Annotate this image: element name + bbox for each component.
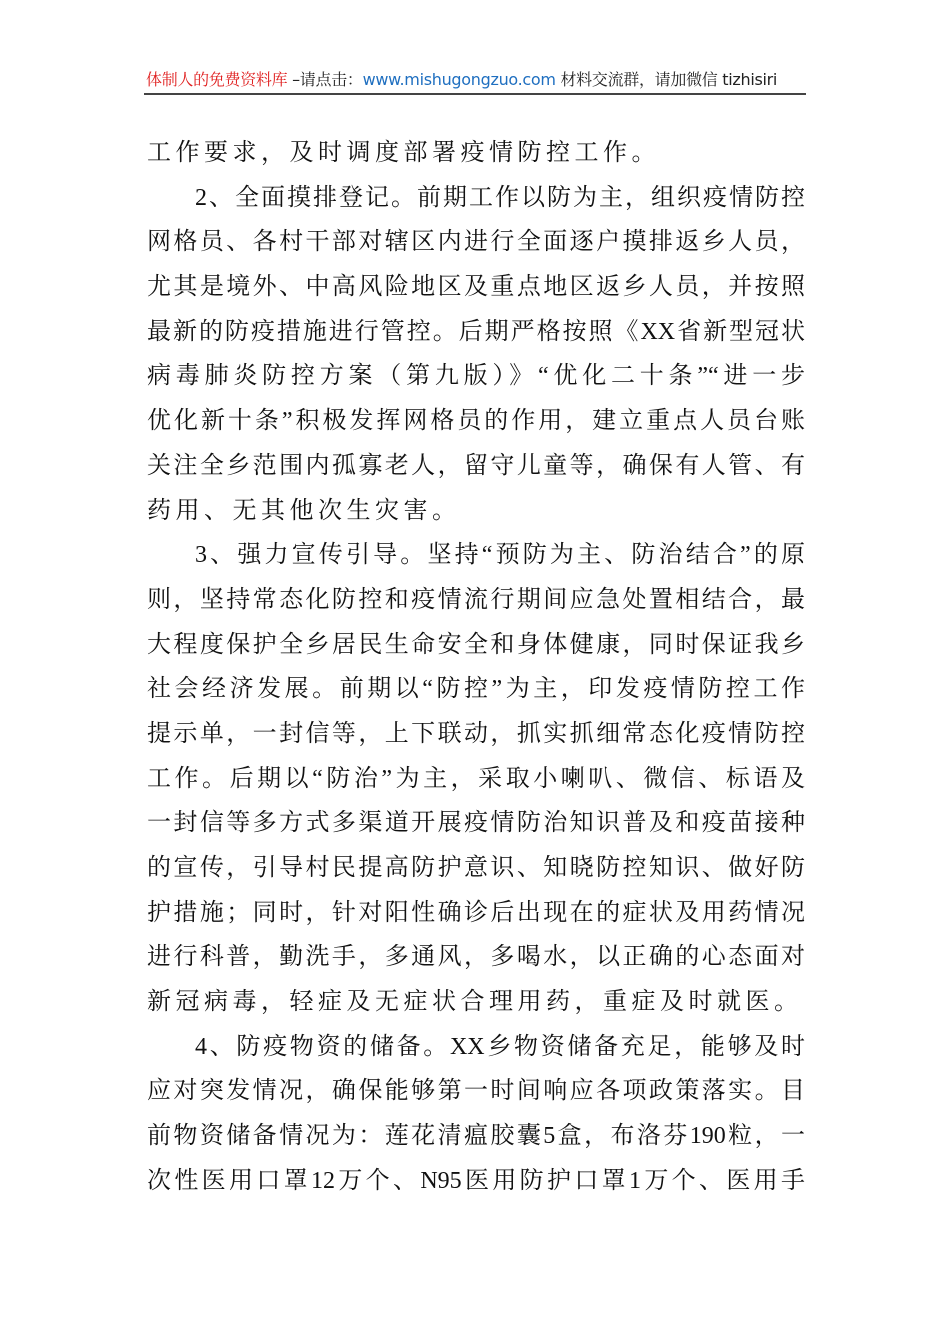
text-line: 则，坚持常态化防控和疫情流行期间应急处置相结合，最: [147, 586, 805, 613]
text-line: 新冠病毒，轻症及无症状合理用药，重症及时就医。: [147, 989, 803, 1016]
text-line: 大程度保护全乡居民生命安全和身体健康，同时保证我乡: [147, 631, 805, 658]
header-divider: [144, 93, 806, 95]
text-line: 最新的防疫措施进行管控。后期严格按照《XX省新型冠状: [147, 318, 805, 345]
text-line: 病毒肺炎防控方案（第九版）》“优化二十条”“进一步: [147, 363, 805, 390]
text-line: 工作。后期以“防治”为主，采取小喇叭、微信、标语及: [147, 765, 805, 792]
text-line: 应对突发情况，确保能够第一时间响应各项政策落实。目: [147, 1078, 805, 1105]
paragraph: [147, 533, 805, 1025]
paragraph: [147, 131, 805, 176]
text-line: 尤其是境外、中高风险地区及重点地区返乡人员，并按照: [147, 274, 805, 301]
text-line: 次性医用口罩12万个、N95医用防护口罩1万个、医用手: [147, 1167, 805, 1194]
text-line: 2、全面摸排登记。前期工作以防为主，组织疫情防控: [195, 184, 805, 211]
text-line: 3、强力宣传引导。坚持“预防为主、防治结合”的原: [195, 542, 805, 569]
page-header: [146, 68, 806, 92]
header-prompt: –请点击：: [287, 70, 363, 89]
text-line: 优化新十条”积极发挥网格员的作用，建立重点人员台账: [147, 408, 805, 435]
text-line: 工作要求，及时调度部署疫情防控工作。: [147, 140, 660, 166]
text-line: 一封信等多方式多渠道开展疫情防治知识普及和疫苗接种: [147, 810, 805, 837]
text-line: 进行科普，勤洗手，多通风，多喝水，以正确的心态面对: [147, 944, 805, 971]
paragraph: [147, 176, 805, 534]
text-line: 护措施；同时，针对阳性确诊后出现在的症状及用药情况: [147, 899, 805, 926]
text-line: 4、防疫物资的储备。XX乡物资储备充足，能够及时: [195, 1033, 805, 1060]
header-site-name: 体制人的免费资料库: [146, 70, 288, 89]
text-line: 关注全乡范围内孤寡老人，留守儿童等，确保有人管、有: [147, 452, 805, 479]
text-line: 的宣传，引导村民提高防护意识、知晓防控知识、做好防: [147, 855, 805, 881]
text-line: 社会经济发展。前期以“防控”为主，印发疫情防控工作: [147, 676, 805, 703]
text-line: 前物资储备情况为：莲花清瘟胶囊5盒，布洛芬190粒，一: [147, 1123, 805, 1150]
paragraph: [147, 1025, 805, 1204]
text-line: 药用、无其他次生灾害。: [147, 497, 461, 524]
header-wechat-note: 材料交流群，请加微信 tizhisiri: [555, 70, 778, 89]
document-body: [147, 131, 805, 1204]
text-line: 提示单，一封信等，上下联动，抓实抓细常态化疫情防控: [147, 720, 805, 747]
text-line: 网格员、各村干部对辖区内进行全面逐户摸排返乡人员，: [147, 229, 805, 256]
header-url-link[interactable]: www.mishugongzuo.com: [362, 70, 556, 89]
